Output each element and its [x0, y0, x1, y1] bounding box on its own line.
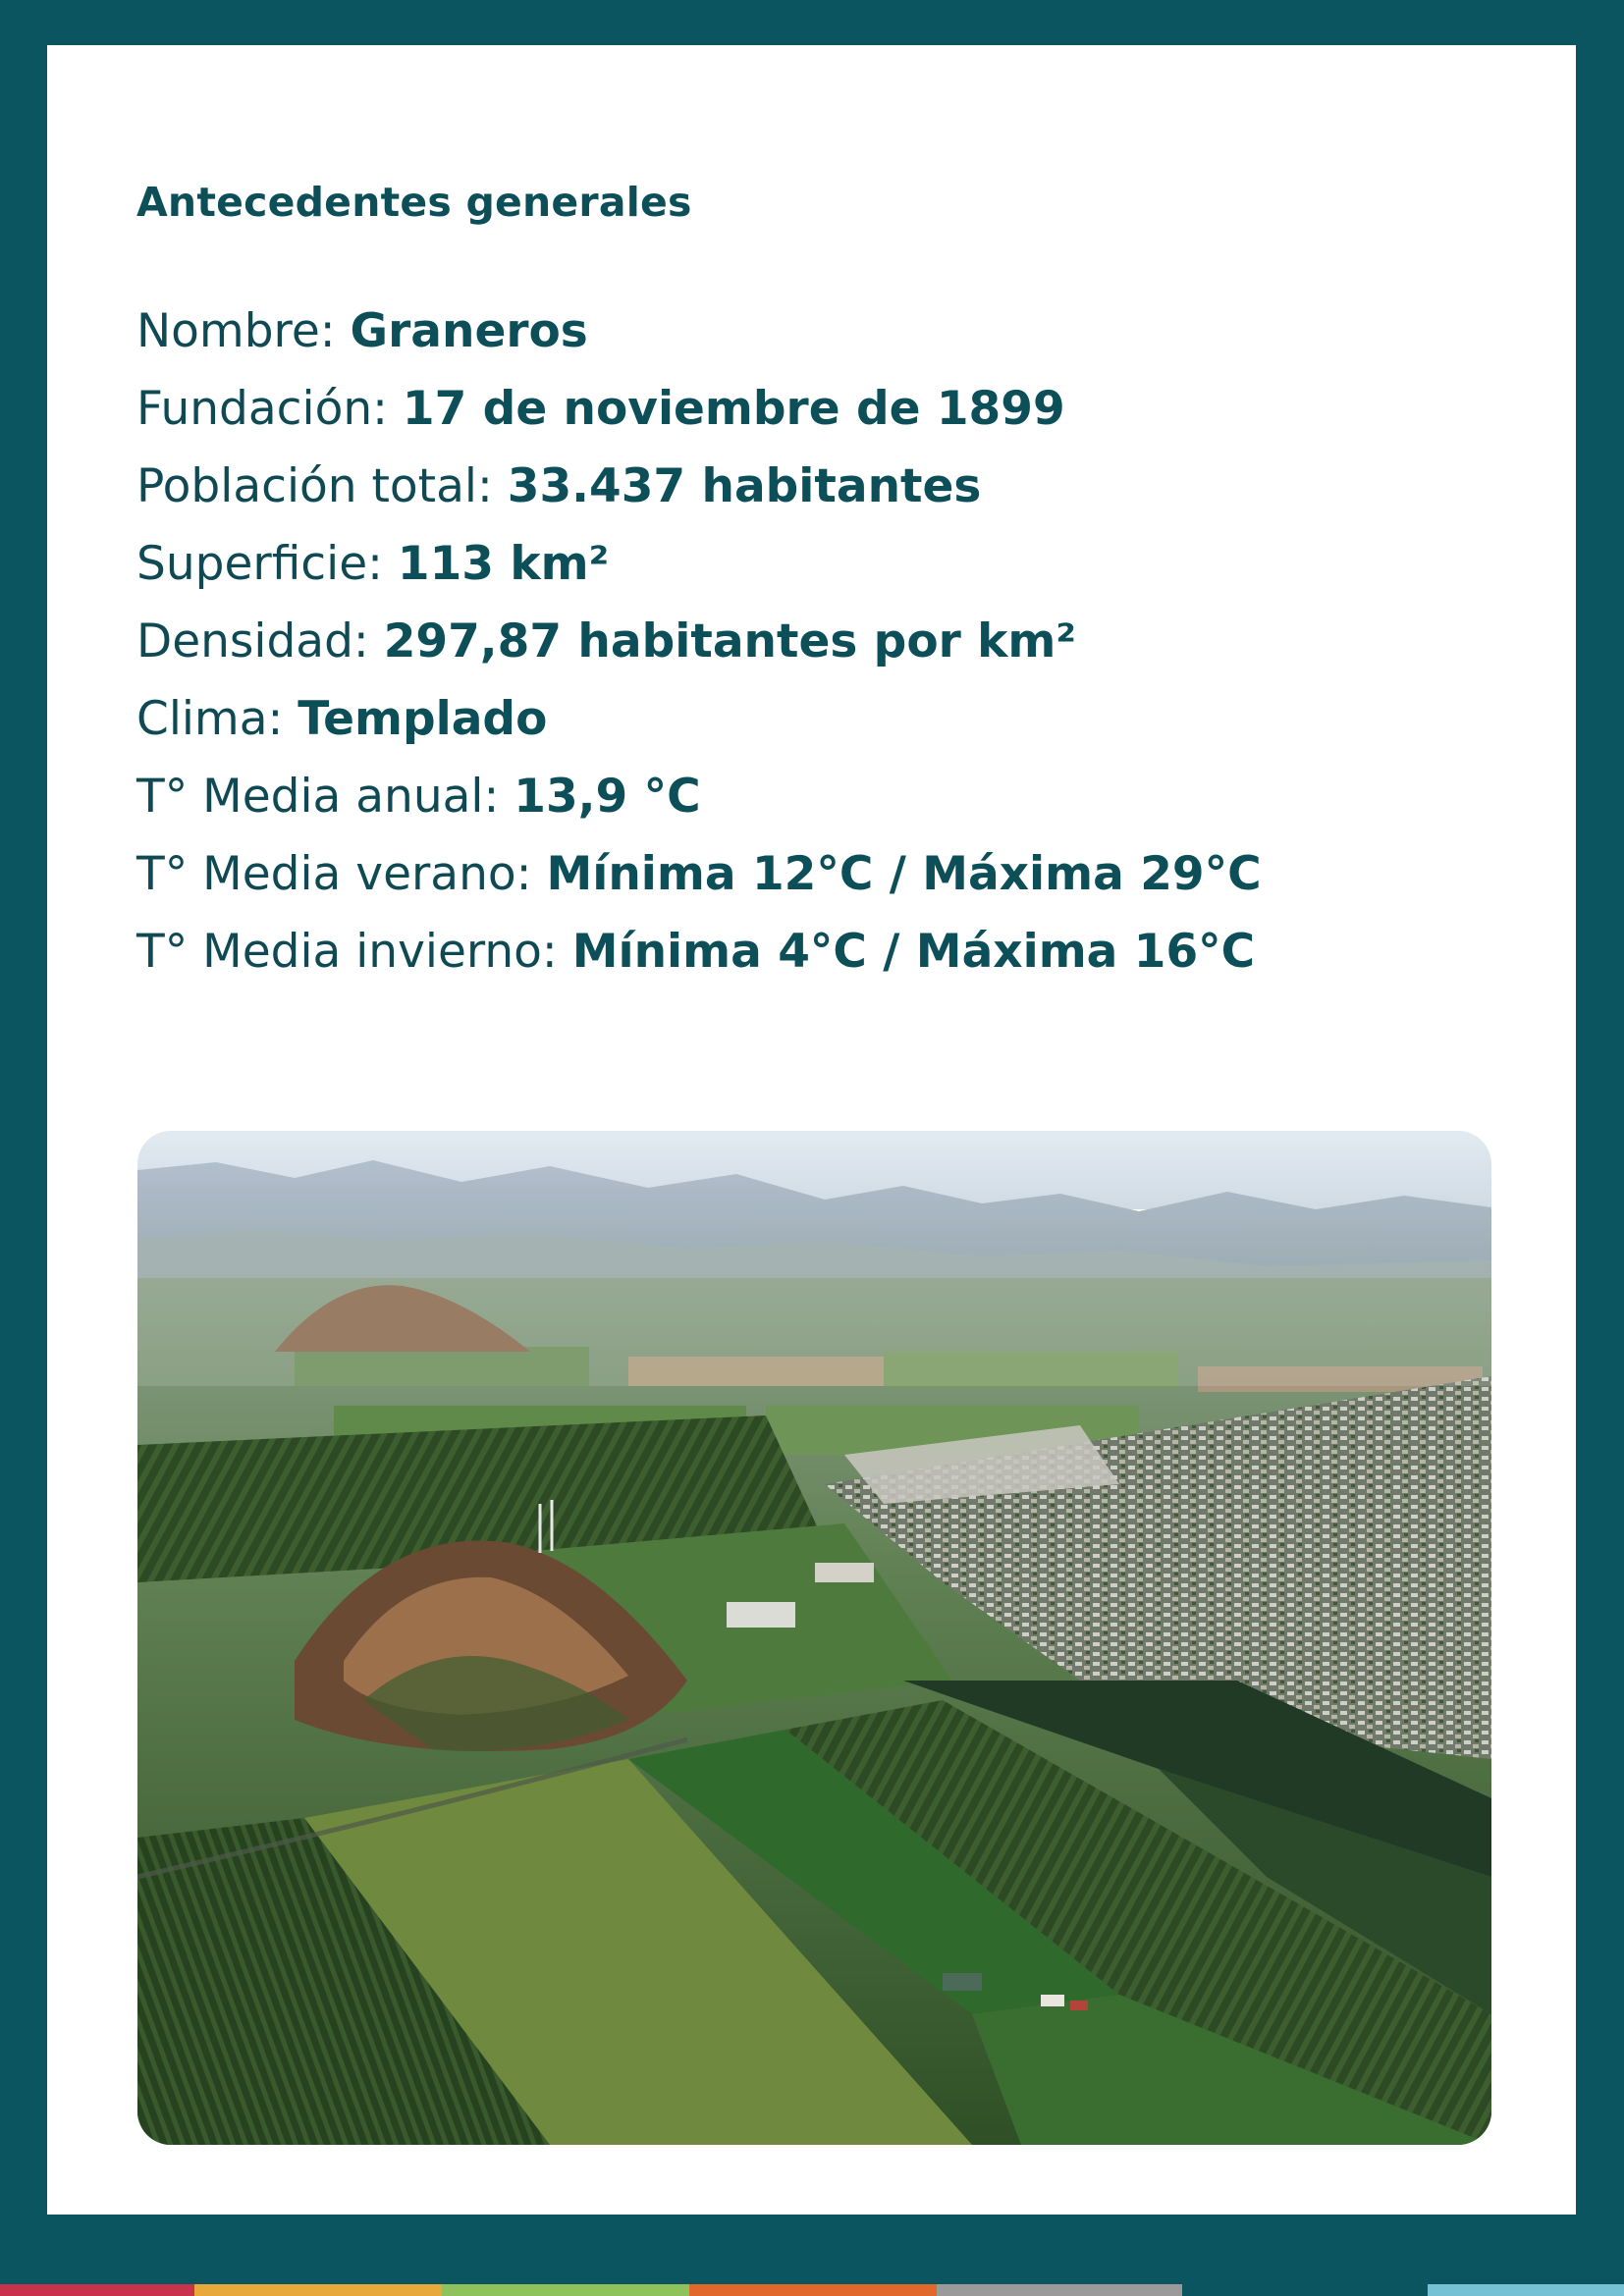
stripe-segment: [0, 2284, 194, 2296]
fact-mean-annual-temp: [136, 758, 1262, 835]
stripe-segment: [442, 2284, 689, 2296]
fact-value: Graneros: [350, 304, 588, 358]
stripe-segment: [689, 2284, 937, 2296]
fact-label: Nombre:: [136, 304, 351, 358]
fact-value: Mínima 12°C / Máxima 29°C: [546, 847, 1262, 901]
fact-population: [136, 448, 1262, 525]
fact-value: 33.437 habitantes: [507, 459, 982, 513]
fact-value: Mínima 4°C / Máxima 16°C: [571, 925, 1256, 979]
fact-area: [136, 525, 1262, 603]
fact-value: 297,87 habitantes por km²: [383, 614, 1076, 668]
fact-summer-temp: [136, 835, 1262, 913]
color-stripe: [0, 2284, 1624, 2296]
facts-list: [136, 293, 1262, 990]
fact-climate: [136, 680, 1262, 758]
fact-label: Población total:: [136, 459, 508, 513]
fact-density: [136, 603, 1262, 680]
fact-name: [136, 293, 1262, 370]
fact-label: Clima:: [136, 692, 298, 746]
fact-value: 13,9 °C: [514, 770, 701, 824]
aerial-photo: [137, 1131, 1491, 2145]
fact-label: Densidad:: [136, 614, 384, 668]
stripe-segment: [937, 2284, 1182, 2296]
fact-label: T° Media invierno:: [136, 925, 572, 979]
page-card: [47, 45, 1576, 2215]
fact-value: 113 km²: [397, 537, 610, 591]
fact-label: T° Media verano:: [136, 847, 547, 901]
fact-label: T° Media anual:: [136, 770, 514, 824]
stripe-segment: [1428, 2284, 1624, 2296]
fact-label: Fundación:: [136, 382, 403, 436]
fact-label: Superficie:: [136, 537, 398, 591]
aerial-landscape-image: [137, 1131, 1491, 2145]
fact-value: 17 de noviembre de 1899: [402, 382, 1065, 436]
fact-winter-temp: [136, 913, 1262, 990]
section-heading: Antecedentes generales: [136, 179, 692, 226]
stripe-segment: [1182, 2284, 1428, 2296]
stripe-segment: [194, 2284, 442, 2296]
fact-value: Templado: [298, 692, 548, 746]
fact-foundation: [136, 370, 1262, 448]
